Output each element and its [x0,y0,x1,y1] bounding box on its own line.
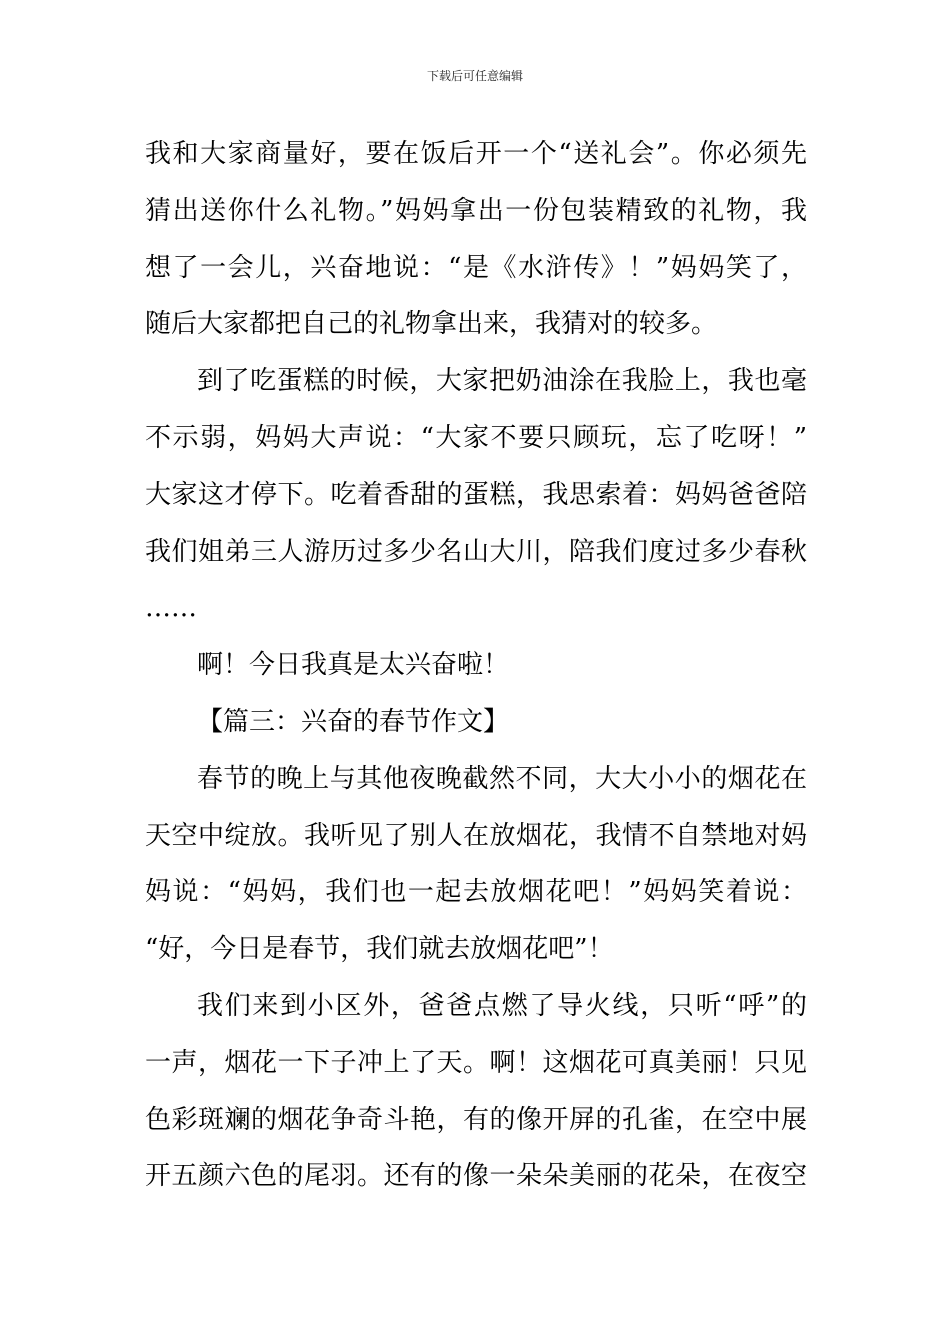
text-line: 妈说：“妈妈，我们也一起去放烟花吧！”妈妈笑着说： [145,877,807,908]
text-line: 【篇三：兴奋的春节作文】 [197,706,510,737]
text-line: 色彩斑斓的烟花争奇斗艳，有的像开屏的孔雀，在空中展 [145,1104,807,1135]
text-line: 我们来到小区外，爸爸点燃了导火线，只听“呼”的 [197,990,807,1021]
text-line: 开五颜六色的尾羽。还有的像一朵朵美丽的花朵，在夜空 [145,1161,807,1192]
text-line: 我们姐弟三人游历过多少名山大川，陪我们度过多少春秋 [145,536,807,567]
text-line: 我和大家商量好，要在饭后开一个“送礼会”。你必须先 [145,139,807,169]
text-line: 想了一会儿，兴奋地说：“是《水浒传》！”妈妈笑了， [145,252,807,283]
document-body [145,126,807,1205]
text-line: 天空中绽放。我听见了别人在放烟花，我情不自禁地对妈 [145,820,807,851]
text-line: 不示弱，妈妈大声说：“大家不要只顾玩，忘了吃呀！” [145,422,807,453]
text-line: 春节的晚上与其他夜晚截然不同，大大小小的烟花在 [197,763,807,794]
text-line: 到了吃蛋糕的时候，大家把奶油涂在我脸上，我也毫 [197,366,807,397]
text-line: 一声，烟花一下子冲上了天。啊！这烟花可真美丽！只见 [145,1047,807,1078]
text-line: 随后大家都把自己的礼物拿出来，我猜对的较多。 [145,309,718,340]
text-line: “好，今日是春节，我们就去放烟花吧”！ [145,934,614,965]
text-line: …… [145,593,197,624]
text-line: 猜出送你什么礼物。”妈妈拿出一份包装精致的礼物，我 [145,195,807,226]
text-line: 啊！今日我真是太兴奋啦！ [197,650,510,681]
text-line: 大家这才停下。吃着香甜的蛋糕，我思索着：妈妈爸爸陪 [145,479,807,510]
page-header: 下载后可任意编辑 [426,69,523,83]
